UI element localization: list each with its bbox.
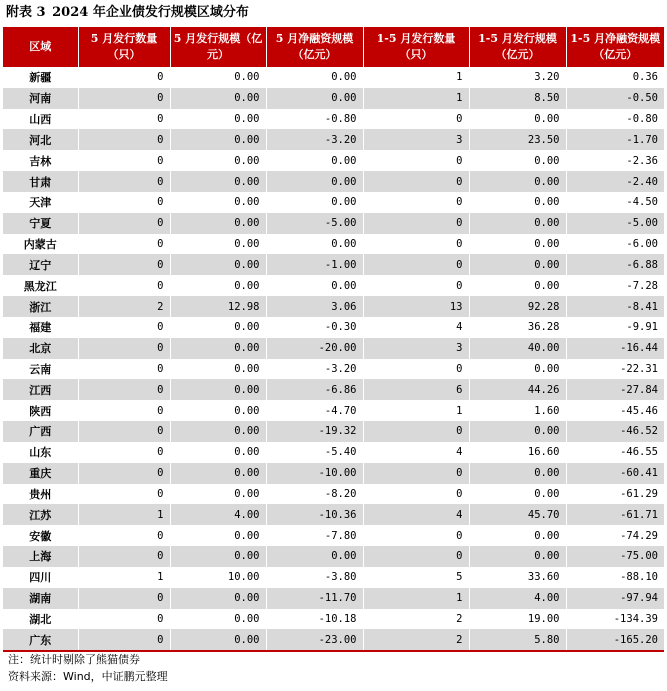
value-cell: 0.00 [469, 254, 566, 275]
column-header: 区域 [3, 27, 78, 67]
table-row [3, 421, 664, 442]
value-cell: -61.71 [566, 504, 664, 525]
value-cell: 0.00 [266, 150, 363, 171]
value-cell: -1.00 [266, 254, 363, 275]
table-row [3, 192, 664, 213]
table-row [3, 317, 664, 338]
value-cell: 0.00 [170, 359, 266, 380]
value-cell: 0 [363, 484, 469, 505]
value-cell: 19.00 [469, 609, 566, 630]
value-cell: 2 [78, 296, 170, 317]
value-cell: 40.00 [469, 338, 566, 359]
value-cell: -165.20 [566, 629, 664, 651]
value-cell: 0.00 [469, 150, 566, 171]
value-cell: 10.00 [170, 567, 266, 588]
value-cell: 0 [78, 463, 170, 484]
value-cell: 5.80 [469, 629, 566, 651]
table-row [3, 129, 664, 150]
column-header: 1-5 月发行规模（亿元） [469, 27, 566, 67]
value-cell: -7.80 [266, 525, 363, 546]
value-cell: 5 [363, 567, 469, 588]
table-row [3, 213, 664, 234]
value-cell: -6.88 [566, 254, 664, 275]
value-cell: 0 [363, 275, 469, 296]
value-cell: 0 [78, 400, 170, 421]
table-row [3, 504, 664, 525]
value-cell: 0.00 [170, 588, 266, 609]
value-cell: -20.00 [266, 338, 363, 359]
column-header: 1-5 月净融资规模（亿元） [566, 27, 664, 67]
region-cell: 云南 [3, 359, 78, 380]
value-cell: 0 [78, 213, 170, 234]
region-cell: 甘肃 [3, 171, 78, 192]
value-cell: -11.70 [266, 588, 363, 609]
value-cell: 3.20 [469, 67, 566, 88]
table-row [3, 567, 664, 588]
value-cell: 0.00 [266, 275, 363, 296]
bond-issuance-table [3, 27, 664, 652]
notes [8, 651, 168, 685]
value-cell: 16.60 [469, 442, 566, 463]
table-row [3, 525, 664, 546]
value-cell: 0.00 [170, 275, 266, 296]
value-cell: 0.00 [170, 338, 266, 359]
value-cell: -46.52 [566, 421, 664, 442]
value-cell: 4 [363, 504, 469, 525]
value-cell: -23.00 [266, 629, 363, 651]
value-cell: 0.00 [469, 525, 566, 546]
value-cell: 0.00 [170, 442, 266, 463]
value-cell: 0.00 [469, 359, 566, 380]
region-cell: 北京 [3, 338, 78, 359]
column-header: 1-5 月发行数量（只） [363, 27, 469, 67]
table-header-row [3, 27, 664, 67]
region-cell: 山东 [3, 442, 78, 463]
region-cell: 黑龙江 [3, 275, 78, 296]
value-cell: -3.80 [266, 567, 363, 588]
value-cell: 0 [78, 484, 170, 505]
value-cell: -75.00 [566, 546, 664, 567]
value-cell: 8.50 [469, 88, 566, 109]
value-cell: 0.00 [170, 109, 266, 130]
value-cell: 0 [78, 525, 170, 546]
value-cell: -4.70 [266, 400, 363, 421]
value-cell: -22.31 [620, 363, 658, 375]
table-row [3, 171, 664, 192]
value-cell: -45.46 [620, 404, 658, 417]
region-cell: 四川 [3, 567, 78, 588]
value-cell: 0.00 [266, 192, 363, 213]
table-row [3, 88, 664, 109]
value-cell: -19.32 [266, 421, 363, 442]
value-cell: -0.80 [266, 109, 363, 130]
value-cell: 3 [363, 338, 469, 359]
value-cell: 0 [78, 359, 170, 380]
value-cell: 0 [363, 359, 469, 380]
value-cell: 0 [363, 254, 469, 275]
region-cell: 江西 [3, 379, 78, 400]
value-cell: 0.00 [170, 379, 266, 400]
value-cell: 6 [363, 379, 469, 400]
value-cell: -4.50 [626, 196, 658, 209]
table-title-label: 附表 3 [6, 5, 46, 20]
value-cell: 0 [78, 338, 170, 359]
value-cell: 0.00 [170, 171, 266, 192]
value-cell: 0.00 [469, 421, 566, 442]
value-cell: 2 [363, 629, 469, 651]
value-cell: -6.86 [266, 379, 363, 400]
value-cell: 0.00 [170, 629, 266, 651]
value-cell: -61.29 [620, 487, 658, 500]
value-cell: -46.55 [620, 446, 658, 459]
region-cell: 广西 [3, 421, 78, 442]
table-row [3, 400, 664, 421]
value-cell: 1 [363, 588, 469, 609]
value-cell: 0.00 [170, 192, 266, 213]
column-header: 5 月净融资规模（亿元） [266, 27, 363, 67]
region-cell: 山西 [3, 109, 78, 130]
column-header: 5 月发行数量（只） [78, 27, 170, 67]
value-cell: 0.36 [632, 71, 658, 84]
value-cell: 0.00 [170, 88, 266, 109]
region-cell: 内蒙古 [3, 234, 78, 255]
table-row [3, 234, 664, 255]
value-cell: 13 [363, 296, 469, 317]
value-cell: -5.00 [566, 213, 664, 234]
value-cell: 33.60 [469, 567, 566, 588]
value-cell: -10.00 [266, 463, 363, 484]
value-cell: 0.00 [469, 109, 566, 130]
value-cell: -10.18 [266, 609, 363, 630]
value-cell: 0.00 [469, 546, 566, 567]
table-row [3, 109, 664, 130]
table-row [3, 150, 664, 171]
value-cell: -9.91 [626, 321, 658, 334]
region-cell: 上海 [3, 546, 78, 567]
region-cell: 辽宁 [3, 254, 78, 275]
value-cell: -7.28 [626, 279, 658, 292]
value-cell: 1 [78, 567, 170, 588]
value-cell: -2.36 [626, 154, 658, 167]
value-cell: 0.00 [266, 88, 363, 109]
value-cell: 0.00 [469, 234, 566, 255]
note-source: 资料来源：Wind，中证鹏元整理 [8, 670, 168, 683]
value-cell: 0 [78, 629, 170, 651]
value-cell: 0 [78, 109, 170, 130]
value-cell: 0.00 [170, 129, 266, 150]
value-cell: 0.00 [469, 171, 566, 192]
value-cell: 0.00 [170, 525, 266, 546]
value-cell: 0 [78, 588, 170, 609]
table-title-text: 2024 年企业债发行规模区域分布 [52, 5, 249, 20]
value-cell: 0 [78, 192, 170, 213]
table-title [6, 4, 249, 22]
value-cell: 0.00 [170, 400, 266, 421]
value-cell: 0.00 [469, 275, 566, 296]
value-cell: -16.44 [566, 338, 664, 359]
value-cell: -6.00 [626, 238, 658, 251]
value-cell: 0 [78, 67, 170, 88]
region-cell: 河北 [3, 129, 78, 150]
table-row [3, 609, 664, 630]
value-cell: 0.00 [469, 484, 566, 505]
value-cell: 0.00 [170, 234, 266, 255]
value-cell: 36.28 [469, 317, 566, 338]
value-cell: -5.00 [266, 213, 363, 234]
value-cell: 0 [78, 171, 170, 192]
table-row [3, 67, 664, 88]
region-cell: 湖北 [3, 609, 78, 630]
value-cell: 0.00 [170, 484, 266, 505]
value-cell: -0.30 [266, 317, 363, 338]
value-cell: -0.50 [566, 88, 664, 109]
value-cell: 44.26 [469, 379, 566, 400]
value-cell: -0.80 [626, 113, 658, 126]
value-cell: 0 [363, 234, 469, 255]
value-cell: 0 [78, 379, 170, 400]
value-cell: 1 [363, 67, 469, 88]
value-cell: 1 [363, 400, 469, 421]
value-cell: 0 [78, 88, 170, 109]
value-cell: 4.00 [469, 588, 566, 609]
table-row [3, 254, 664, 275]
value-cell: 1 [78, 504, 170, 525]
value-cell: -1.70 [566, 129, 664, 150]
note-exclusion: 注：统计时剔除了熊猫债券 [8, 653, 140, 666]
table-row [3, 442, 664, 463]
table-row [3, 463, 664, 484]
value-cell: 0 [363, 171, 469, 192]
table-body [3, 67, 664, 651]
value-cell: 0 [78, 317, 170, 338]
region-cell: 天津 [3, 192, 78, 213]
value-cell: -88.10 [620, 571, 658, 584]
value-cell: 12.98 [170, 296, 266, 317]
region-cell: 陕西 [3, 400, 78, 421]
value-cell: -60.41 [566, 463, 664, 484]
value-cell: -3.20 [266, 359, 363, 380]
value-cell: 92.28 [469, 296, 566, 317]
region-cell: 河南 [3, 88, 78, 109]
value-cell: -5.40 [266, 442, 363, 463]
value-cell: 0 [78, 546, 170, 567]
value-cell: -97.94 [566, 588, 664, 609]
region-cell: 宁夏 [3, 213, 78, 234]
value-cell: 0.00 [170, 609, 266, 630]
table-row [3, 296, 664, 317]
region-cell: 贵州 [3, 484, 78, 505]
value-cell: 0 [78, 150, 170, 171]
value-cell: 23.50 [469, 129, 566, 150]
table-row [3, 379, 664, 400]
value-cell: 0 [78, 609, 170, 630]
value-cell: 0 [363, 546, 469, 567]
region-cell: 吉林 [3, 150, 78, 171]
value-cell: 0.00 [469, 213, 566, 234]
value-cell: 3.06 [266, 296, 363, 317]
value-cell: 0 [78, 442, 170, 463]
value-cell: 0.00 [266, 546, 363, 567]
value-cell: 0.00 [170, 317, 266, 338]
value-cell: 0.00 [170, 546, 266, 567]
value-cell: -10.36 [266, 504, 363, 525]
value-cell: 0 [78, 275, 170, 296]
region-cell: 安徽 [3, 525, 78, 546]
value-cell: 0.00 [266, 171, 363, 192]
value-cell: 0.00 [170, 67, 266, 88]
value-cell: 0.00 [170, 213, 266, 234]
value-cell: 0 [363, 150, 469, 171]
region-cell: 湖南 [3, 588, 78, 609]
value-cell: 0.00 [170, 421, 266, 442]
table-row [3, 338, 664, 359]
region-cell: 广东 [3, 629, 78, 651]
table-row [3, 588, 664, 609]
value-cell: 0.00 [469, 192, 566, 213]
value-cell: 1 [363, 88, 469, 109]
value-cell: 0 [78, 421, 170, 442]
value-cell: 0 [363, 192, 469, 213]
region-cell: 江苏 [3, 504, 78, 525]
value-cell: 0.00 [266, 234, 363, 255]
table-row [3, 359, 664, 380]
value-cell: 1.60 [469, 400, 566, 421]
value-cell: -8.20 [266, 484, 363, 505]
value-cell: 0.00 [469, 463, 566, 484]
value-cell: 0 [363, 463, 469, 484]
value-cell: -134.39 [613, 612, 658, 625]
value-cell: 0 [78, 129, 170, 150]
value-cell: 45.70 [469, 504, 566, 525]
value-cell: 0.00 [170, 254, 266, 275]
table-row [3, 484, 664, 505]
value-cell: -27.84 [566, 379, 664, 400]
value-cell: -2.40 [566, 171, 664, 192]
value-cell: -74.29 [620, 529, 658, 542]
value-cell: 0.00 [170, 463, 266, 484]
table-row [3, 275, 664, 296]
region-cell: 福建 [3, 317, 78, 338]
value-cell: 3 [363, 129, 469, 150]
value-cell: -3.20 [266, 129, 363, 150]
region-cell: 新疆 [3, 67, 78, 88]
table-row [3, 629, 664, 651]
value-cell: 2 [363, 609, 469, 630]
table-row [3, 546, 664, 567]
value-cell: 0 [363, 213, 469, 234]
value-cell: 4 [363, 317, 469, 338]
value-cell: 4 [363, 442, 469, 463]
value-cell: 0 [363, 525, 469, 546]
value-cell: -8.41 [566, 296, 664, 317]
value-cell: 0 [363, 421, 469, 442]
value-cell: 4.00 [170, 504, 266, 525]
value-cell: 0.00 [170, 150, 266, 171]
value-cell: 0 [78, 254, 170, 275]
value-cell: 0.00 [266, 67, 363, 88]
value-cell: 0 [78, 234, 170, 255]
region-cell: 重庆 [3, 463, 78, 484]
region-cell: 浙江 [3, 296, 78, 317]
column-header: 5 月发行规模（亿元） [170, 27, 266, 67]
value-cell: 0 [363, 109, 469, 130]
